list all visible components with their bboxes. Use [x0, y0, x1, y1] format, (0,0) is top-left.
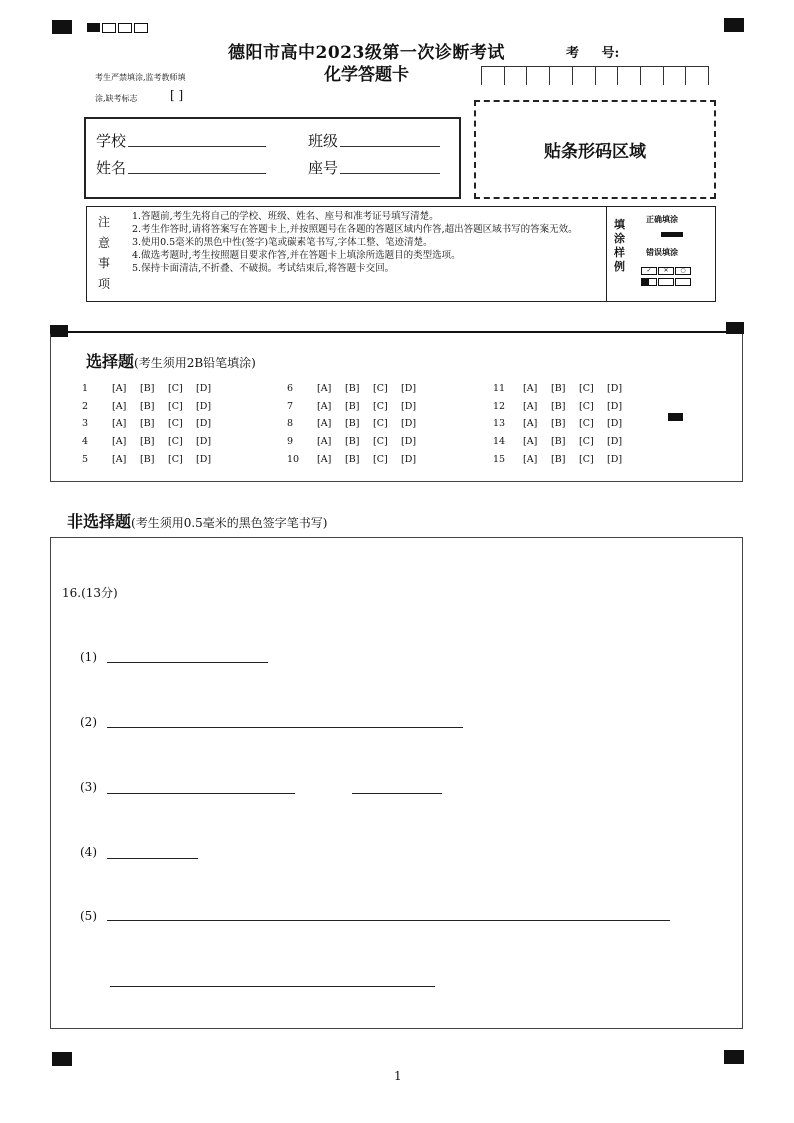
answer-bubble[interactable]: [C]	[373, 454, 388, 465]
answer-bubble[interactable]: [A]	[317, 401, 332, 412]
answer-bubble[interactable]: [D]	[401, 401, 417, 412]
answer-bubble[interactable]: [A]	[523, 454, 538, 465]
answer-bubble[interactable]: [C]	[373, 436, 388, 447]
choice-section-top-rule	[50, 331, 740, 333]
non-choice-note: (考生须用0.5毫米的黑色签字笔书写)	[131, 516, 328, 530]
subpart-3-answer-line-a[interactable]	[107, 793, 295, 794]
answer-bubble[interactable]: [B]	[345, 436, 360, 447]
barcode-area: 贴条形码区域	[474, 100, 716, 199]
answer-bubble[interactable]: [B]	[551, 401, 566, 412]
choice-question-row	[493, 436, 635, 447]
exam-title: 德阳市高中2023级第一次诊断考试	[228, 43, 505, 63]
question-number: 12	[493, 401, 506, 412]
answer-bubble[interactable]: [C]	[168, 436, 183, 447]
choice-question-row	[82, 401, 224, 412]
answer-bubble[interactable]: [B]	[345, 418, 360, 429]
question-number: 9	[287, 436, 294, 447]
instructions-divider	[606, 206, 607, 302]
answer-bubble[interactable]: [A]	[523, 436, 538, 447]
subpart-5-answer-line[interactable]	[107, 920, 670, 921]
instruction-item: 5.保持卡面清洁,不折叠、不破损。考试结束后,将答题卡交回。	[132, 263, 395, 274]
exam-number-cells[interactable]	[481, 66, 709, 86]
answer-bubble[interactable]: [A]	[112, 401, 127, 412]
answer-bubble[interactable]: [C]	[579, 454, 594, 465]
choice-question-row	[287, 401, 429, 412]
seat-label: 座号	[308, 159, 339, 177]
question-16-label: 16.(13分)	[62, 586, 118, 600]
choice-question-row	[82, 418, 224, 429]
answer-bubble[interactable]: [D]	[196, 454, 212, 465]
corner-mark-top-right	[724, 18, 744, 32]
subpart-4-label: (4)	[80, 845, 97, 859]
correct-fill-sample	[661, 232, 683, 237]
answer-bubble[interactable]: [C]	[579, 383, 594, 394]
wrong-fill-label: 错误填涂	[646, 247, 678, 257]
question-number: 8	[287, 418, 294, 429]
choice-question-row	[493, 418, 635, 429]
subpart-1-answer-line[interactable]	[107, 662, 268, 663]
question-number: 10	[287, 454, 300, 465]
answer-bubble[interactable]: [A]	[112, 383, 127, 394]
answer-bubble[interactable]: [A]	[112, 418, 127, 429]
corner-mark-bottom-left	[52, 1052, 72, 1066]
card-subtitle: 化学答题卡	[324, 65, 409, 85]
school-field[interactable]	[96, 130, 266, 151]
question-number: 3	[82, 418, 89, 429]
answer-bubble[interactable]: [C]	[168, 383, 183, 394]
corner-mark-top-left	[52, 20, 72, 34]
question-number: 4	[82, 436, 89, 447]
answer-bubble[interactable]: [B]	[551, 383, 566, 394]
choice-question-row	[287, 454, 429, 465]
answer-bubble[interactable]: [D]	[607, 436, 623, 447]
corner-mark-bottom-right	[724, 1050, 744, 1064]
class-field[interactable]	[308, 130, 440, 151]
instruction-item: 3.使用0.5毫米的黑色中性(签字)笔或碳素笔书写,字体工整、笔迹清楚。	[132, 237, 433, 248]
answer-bubble[interactable]: [A]	[317, 383, 332, 394]
choice-section-heading	[86, 349, 256, 372]
answer-bubble[interactable]: [D]	[196, 418, 212, 429]
question-number: 1	[82, 383, 89, 394]
wrong-fill-samples: ✓ ✕ ○	[641, 267, 691, 275]
instruction-item: 1.答题前,考生先将自己的学校、班级、姓名、座号和准考证号填写清楚。	[132, 211, 439, 222]
answer-bubble[interactable]: [C]	[373, 418, 388, 429]
question-number: 14	[493, 436, 506, 447]
question-number: 11	[493, 383, 506, 394]
question-number: 2	[82, 401, 89, 412]
answer-bubble[interactable]: [D]	[196, 401, 212, 412]
choice-question-row	[493, 383, 635, 394]
answer-bubble[interactable]: [B]	[551, 454, 566, 465]
absent-notice-line1: 考生严禁填涂,监考教师填	[95, 73, 186, 82]
answer-bubble[interactable]: [A]	[317, 418, 332, 429]
answer-bubble[interactable]: [A]	[523, 418, 538, 429]
answer-bubble[interactable]: [B]	[140, 454, 155, 465]
answer-bubble[interactable]: [D]	[607, 383, 623, 394]
subpart-2-label: (2)	[80, 715, 97, 729]
answer-bubble[interactable]: [D]	[607, 401, 623, 412]
instruction-item: 2.考生作答时,请将答案写在答题卡上,并按照题号在各题的答题区域内作答,超出答题区域书写的答案无效。	[132, 224, 578, 235]
choice-question-row	[82, 383, 224, 394]
subpart-2-answer-line[interactable]	[107, 727, 463, 728]
answer-bubble[interactable]: [B]	[345, 454, 360, 465]
answer-bubble[interactable]: [D]	[401, 454, 417, 465]
answer-bubble[interactable]: [A]	[523, 383, 538, 394]
page-type-marks	[87, 23, 148, 33]
question-number: 13	[493, 418, 506, 429]
instruction-item: 4.做选考题时,考生按照题目要求作答,并在答题卡上填涂所选题目的类型选项。	[132, 250, 461, 261]
choice-section-title: 选择题	[86, 352, 135, 371]
answer-bubble[interactable]: [B]	[140, 436, 155, 447]
instructions-list	[132, 210, 606, 275]
question-number: 15	[493, 454, 506, 465]
subpart-3-answer-line-b[interactable]	[352, 793, 442, 794]
choice-side-mark	[668, 413, 683, 421]
answer-bubble[interactable]: [B]	[140, 383, 155, 394]
subpart-1-label: (1)	[80, 650, 97, 664]
subpart-4-answer-line[interactable]	[107, 858, 198, 859]
answer-bubble[interactable]: [C]	[579, 401, 594, 412]
absent-notice-line2: 涂,缺考标志	[95, 94, 138, 103]
class-label: 班级	[308, 132, 339, 150]
non-choice-title: 非选择题	[67, 512, 132, 531]
answer-bubble[interactable]: [A]	[317, 454, 332, 465]
choice-question-row	[287, 383, 429, 394]
non-choice-heading	[67, 509, 327, 532]
school-label: 学校	[96, 132, 127, 150]
page-number: 1	[394, 1069, 402, 1083]
choice-question-row	[493, 454, 635, 465]
exam-number-label: 考 号:	[566, 46, 620, 61]
name-field[interactable]	[96, 157, 266, 178]
answer-bubble[interactable]: [C]	[168, 418, 183, 429]
name-label: 姓名	[96, 159, 127, 177]
answer-bubble[interactable]: [C]	[579, 418, 594, 429]
question-number: 5	[82, 454, 89, 465]
answer-bubble[interactable]: [D]	[401, 436, 417, 447]
choice-question-row	[493, 401, 635, 412]
answer-bubble[interactable]: [A]	[523, 401, 538, 412]
fill-example-label: 填 涂 样 例	[614, 218, 625, 273]
question-number: 6	[287, 383, 294, 394]
answer-bubble[interactable]: [C]	[373, 401, 388, 412]
choice-question-row	[82, 436, 224, 447]
answer-bubble[interactable]: [B]	[551, 418, 566, 429]
answer-bubble[interactable]: [B]	[140, 401, 155, 412]
answer-bubble[interactable]: [D]	[401, 418, 417, 429]
answer-bubble[interactable]: [C]	[373, 383, 388, 394]
subpart-5-label: (5)	[80, 909, 97, 923]
answer-bubble[interactable]: [B]	[345, 383, 360, 394]
answer-bubble[interactable]: [C]	[168, 454, 183, 465]
answer-bubble[interactable]: [A]	[112, 436, 127, 447]
answer-bubble[interactable]: [B]	[345, 401, 360, 412]
wrong-fill-samples-2	[641, 278, 691, 286]
answer-bubble[interactable]: [D]	[607, 454, 623, 465]
answer-bubble[interactable]: [D]	[401, 383, 417, 394]
absent-mark-box[interactable]: [ ]	[170, 88, 184, 102]
correct-fill-label: 正确填涂	[646, 214, 678, 224]
choice-section-note: (考生须用2B铅笔填涂)	[134, 356, 256, 370]
answer-bubble[interactable]: [D]	[607, 418, 623, 429]
answer-bubble[interactable]: [A]	[112, 454, 127, 465]
choice-question-row	[82, 454, 224, 465]
answer-bubble[interactable]: [A]	[317, 436, 332, 447]
answer-bubble[interactable]: [B]	[551, 436, 566, 447]
instructions-label: 注 意 事 项	[98, 215, 111, 291]
question-number: 7	[287, 401, 294, 412]
answer-bubble[interactable]: [B]	[140, 418, 155, 429]
choice-question-row	[287, 436, 429, 447]
subpart-5-answer-line-2[interactable]	[110, 986, 435, 987]
choice-question-row	[287, 418, 429, 429]
answer-bubble[interactable]: [D]	[196, 436, 212, 447]
answer-area[interactable]	[50, 537, 743, 1029]
answer-bubble[interactable]: [C]	[579, 436, 594, 447]
subpart-3-label: (3)	[80, 780, 97, 794]
answer-bubble[interactable]: [C]	[168, 401, 183, 412]
seat-field[interactable]	[308, 157, 440, 178]
answer-bubble[interactable]: [D]	[196, 383, 212, 394]
